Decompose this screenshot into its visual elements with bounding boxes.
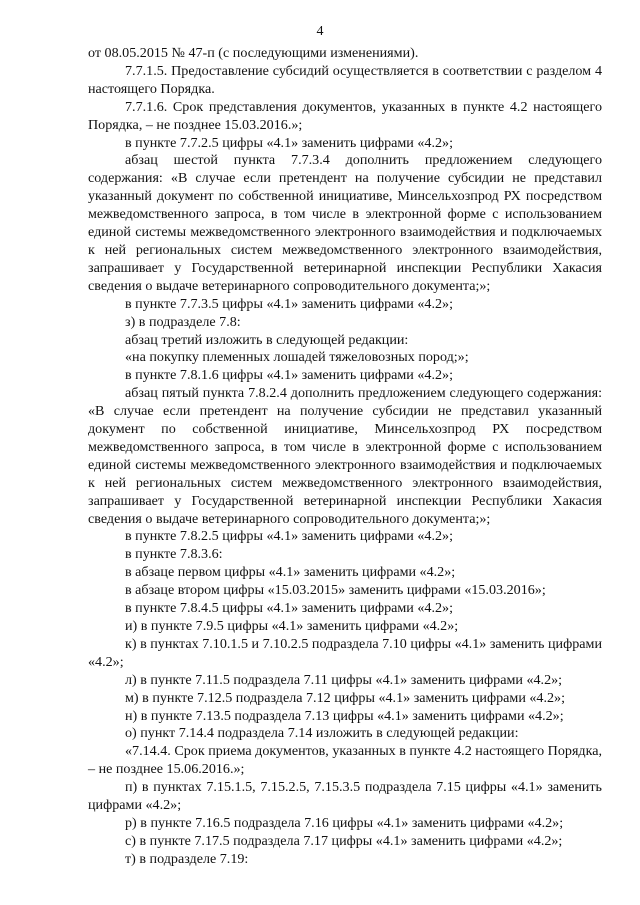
paragraph: в абзаце первом цифры «4.1» заменить цифрами «4.2»; xyxy=(125,564,456,581)
paragraph: о) пункт 7.14.4 подраздела 7.14 изложить в следующей редакции: xyxy=(125,725,519,742)
page-number: 4 xyxy=(316,24,324,39)
paragraph: в пункте 7.7.3.5 цифры «4.1» заменить цифрами «4.2»; xyxy=(125,295,454,312)
paragraph: в пункте 7.8.3.6: xyxy=(125,546,223,563)
document-body xyxy=(88,45,602,869)
paragraph: в абзаце втором цифры «15.03.2015» заменить цифрами «15.03.2016»; xyxy=(125,582,546,599)
paragraph: м) в пункте 7.12.5 подраздела 7.12 цифры «4.1» заменить цифрами «4.2»; xyxy=(125,689,566,706)
paragraph: от 08.05.2015 № 47-п (с последующими изменениями). xyxy=(88,45,419,61)
paragraph: н) в пункте 7.13.5 подраздела 7.13 цифры «4.1» заменить цифрами «4.2»; xyxy=(125,707,564,724)
paragraph: 7.7.1.5. Предоставление субсидий осуществляется в соответствии с разделом 4 настоящего Порядка. xyxy=(88,62,602,97)
paragraph: в пункте 7.8.1.6 цифры «4.1» заменить цифрами «4.2»; xyxy=(125,367,454,384)
paragraph: абзац третий изложить в следующей редакции: xyxy=(125,331,409,348)
paragraph: абзац пятый пункта 7.8.2.4 дополнить предложением следующего содержания: «В случае если претендент на получение субсидии не представил указанный документ по собственной инициативе, Минсельхозпрод РХ посредством межведомственного запроса, в том числе в электронной форме с использованием единой системы межведомственного электронного взаимодействия и подключаемых к ней региональных систем межведомственного электронного взаимодействия, запрашивает у Государственной ветеринарной инспекции Республики Хакасия сведения о выдаче ветеринарного сопроводительного документа;»; xyxy=(88,385,602,527)
paragraph: з) в подразделе 7.8: xyxy=(125,313,241,330)
paragraph: «7.14.4. Срок приема документов, указанных в пункте 4.2 настоящего Порядка, – не позднее 15.06.2016.»; xyxy=(88,743,603,778)
paragraph: т) в подразделе 7.19: xyxy=(125,850,249,867)
paragraph: абзац шестой пункта 7.7.3.4 дополнить предложением следующего содержания: «В случае если претендент на получение субсидии не представил указанный документ по собственной инициативе, Минсельхозпрод РХ посредством межведомственного запроса, в том числе в электронной форме с использованием единой системы межведомственного электронного взаимодействия и подключаемых к ней региональных систем межведомственного электронного взаимодействия, запрашивает у Государственной ветеринарной инспекции Республики Хакасия сведения о выдаче ветеринарного сопроводительного документа;»; xyxy=(88,152,602,294)
paragraph: с) в пункте 7.17.5 подраздела 7.17 цифры «4.1» заменить цифрами «4.2»; xyxy=(125,832,563,849)
paragraph: л) в пункте 7.11.5 подраздела 7.11 цифры «4.1» заменить цифрами «4.2»; xyxy=(125,671,563,688)
paragraph: 7.7.1.6. Срок представления документов, указанных в пункте 4.2 настоящего Порядка, – не позднее 15.03.2016.»; xyxy=(88,98,602,133)
paragraph: в пункте 7.8.4.5 цифры «4.1» заменить цифрами «4.2»; xyxy=(125,600,454,617)
paragraph: к) в пунктах 7.10.1.5 и 7.10.2.5 подраздела 7.10 цифры «4.1» заменить цифрами «4.2»; xyxy=(88,635,602,670)
paragraph: «на покупку племенных лошадей тяжеловозных пород;»; xyxy=(125,349,469,366)
paragraph: в пункте 7.7.2.5 цифры «4.1» заменить цифрами «4.2»; xyxy=(125,134,454,151)
paragraph: п) в пунктах 7.15.1.5, 7.15.2.5, 7.15.3.5 подраздела 7.15 цифры «4.1» заменить цифрами «4.2»; xyxy=(88,779,602,814)
paragraph: и) в пункте 7.9.5 цифры «4.1» заменить цифрами «4.2»; xyxy=(125,618,459,634)
paragraph: р) в пункте 7.16.5 подраздела 7.16 цифры «4.1» заменить цифрами «4.2»; xyxy=(125,814,564,831)
paragraph: в пункте 7.8.2.5 цифры «4.1» заменить цифрами «4.2»; xyxy=(125,528,454,545)
